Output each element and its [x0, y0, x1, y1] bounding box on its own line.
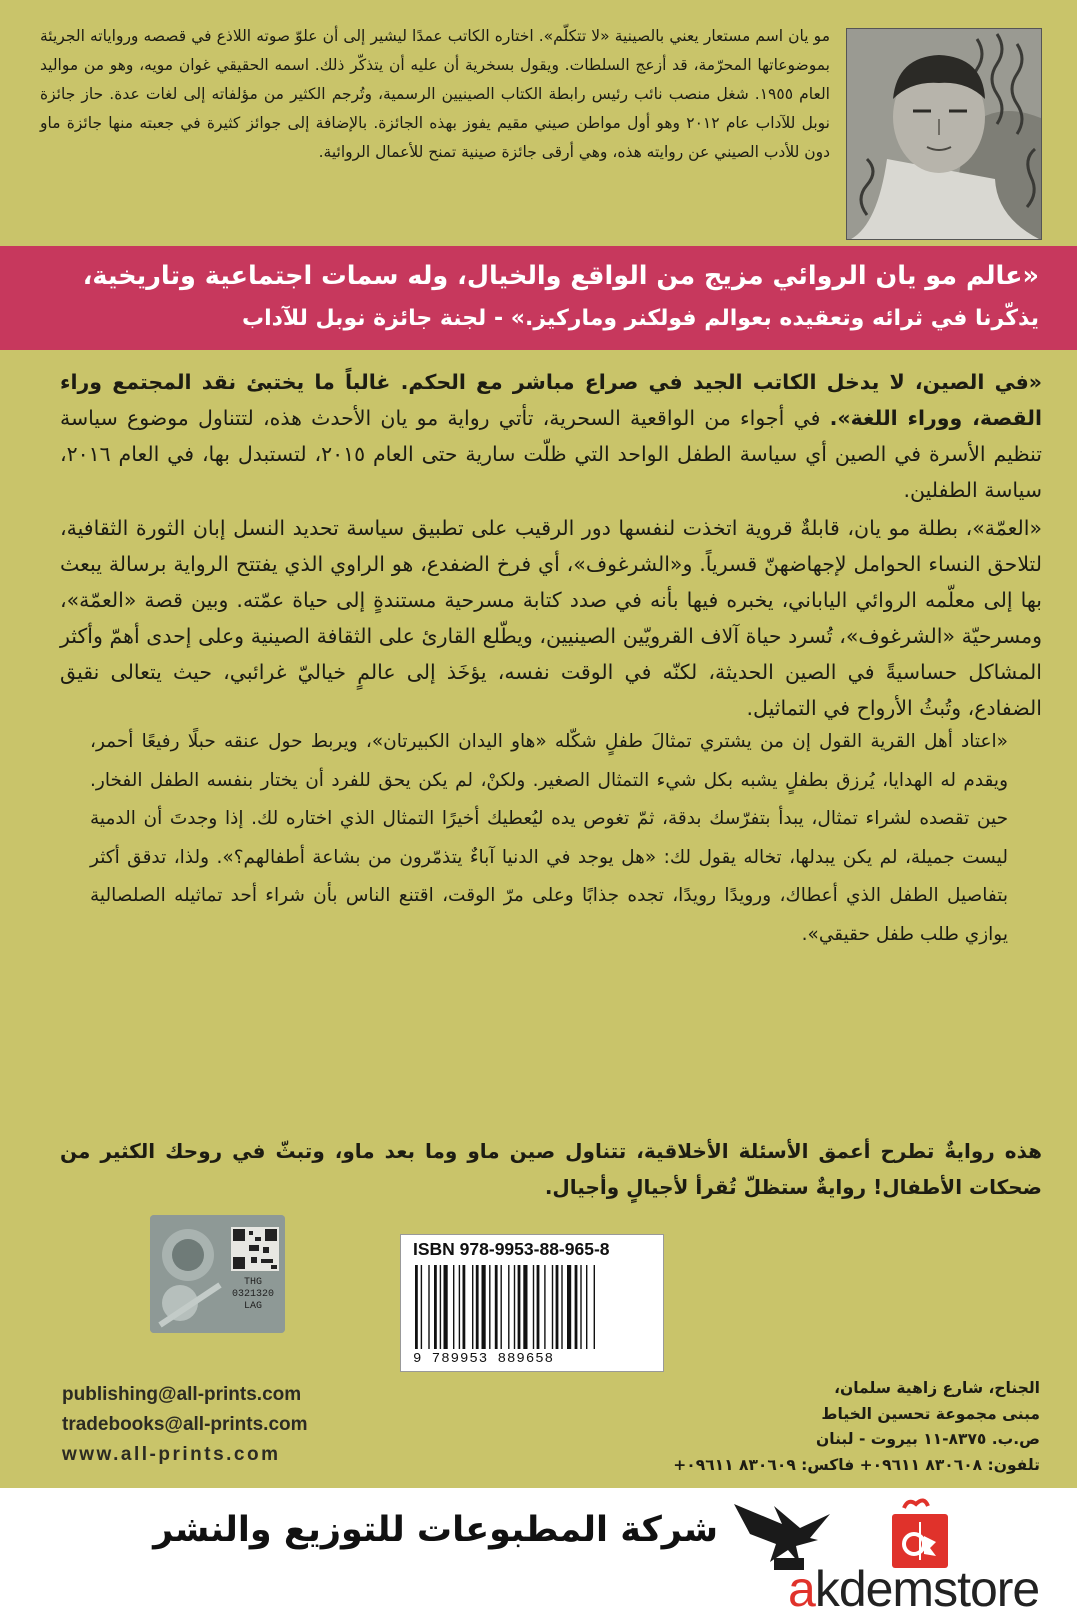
- isbn-barcode-block: [400, 1234, 664, 1372]
- hologram-sticker: [150, 1215, 285, 1333]
- email-tradebooks: tradebooks@all-prints.com: [62, 1414, 308, 1435]
- quote-line: «عالم مو يان الروائي مزيج من الواقع والخيال، وله سمات اجتماعية وتاريخية،: [82, 261, 1039, 291]
- website-address: www.all-prints.com: [62, 1444, 281, 1465]
- quote-attribution-line: يذكّرنا في ثرائه وتعقيده بعوالم فولكنر وماركيز.» - لجنة جائزة نوبل للآداب: [241, 306, 1039, 331]
- sticker-serial-code: THG 0321320 LAG: [231, 1277, 274, 1312]
- security-qr-code: [231, 1227, 279, 1271]
- address-line: مبنى مجموعة تحسين الخياط: [821, 1404, 1040, 1423]
- store-wordmark: akdemstore: [788, 1561, 1040, 1617]
- address-phone-fax: تلفون: ٨٣٠٦٠٨ ٠٩٦١١+ فاكس: ٨٣٠٦٠٩ ٠٩٦١١+: [673, 1455, 1040, 1474]
- publisher-contacts: [62, 1380, 308, 1470]
- publisher-name: شركة المطبوعات للتوزيع والنشر: [153, 1510, 718, 1550]
- synopsis-lead-quote: «في الصين، لا يدخل الكاتب الجيد في صراع مباشر مع الحكم. غالباً ما يختبئ نقد المجتمع وراء القصة، ووراء اللغة».: [60, 370, 1042, 430]
- barcode-digits: 9 789953 889658: [413, 1351, 555, 1367]
- author-photo: [846, 28, 1042, 240]
- book-synopsis: [60, 364, 1042, 728]
- address-line: الجناح، شارع زاهية سلمان،: [834, 1379, 1040, 1397]
- publisher-footer: [0, 1488, 1077, 1621]
- author-bio: مو يان اسم مستعار يعني بالصينية «لا تتكلّم». اختاره الكاتب عمدًا ليشير إلى أن علوّ صوته اللاذع في قصصه ورواياته الجريئة بموضوعاتها المحرّمة، قد أزعج السلطات. ويقول بسخرية أن عليه أن يتذكّر ذلك. اسمه الحقيقي غوان مويه، وهو من مواليد العام ١٩٥٥. شغل منصب نائب رئيس رابطة الكتاب الصينيين الرسمية، وتُرجم الكثير من مؤلفاته إلى لغات عدة. حاز جائزة نوبل للآداب عام ٢٠١٢ وهو أول مواطن صيني مقيم يفوز بهذه الجائزة. بالإضافة إلى جوائز كثيرة في جعبته منها جائزة ماو دون للأدب الصيني عن روايته هذه، وهي أرقى جائزة صينية تمنح للأعمال الروائية.: [40, 27, 830, 161]
- synopsis-text: في أجواء من الواقعية السحرية، تأتي رواية مو يان الأحدث هذه، لتتناول موضوع سياسة تنظيم الأسرة في الصين أي سياسة الطفل الواحد التي ظلّت سارية حتى العام ٢٠١٥، لتستبدل بها، في العام ٢٠١٦، سياسة الطفلين.: [60, 406, 1042, 502]
- synopsis-paragraph: «العمّة»، بطلة مو يان، قابلةٌ قروية اتخذت لنفسها دور الرقيب على تطبيق سياسة تحديد النسل إبان الثورة الثقافية، لتلاحق النساء الحوامل لإجهاضهنّ قسرياً. و«الشرغوف»، أي فرخ الضفدع، هو الراوي الذي يفتتح الرواية برسالة يبعث بها إلى معلّمه الروائي الياباني، يخبره فيها بأنه في صدد كتابة مسرحية مستندةٍ إلى حياة عمّته. وبين قصة «العمّة»، ومسرحيّة «الشرغوف»، تُسرد حياة آلاف القرويّين الصينيين، ويطّلع القارئ على الثقافة الصينية وعلى إحدى أهمّ وأكثر المشاكل حساسيةً في الصين الحديثة، لكنّه في الوقت نفسه، يؤخَذ إلى عالمٍ خياليّ غرائبي، حيث يتعالى نقيق الضفادع، وتُبثُ الأرواح في التماثيل.: [60, 516, 1042, 720]
- synopsis-paragraph: [60, 364, 1042, 508]
- novel-excerpt: «اعتاد أهل القرية القول إن من يشتري تمثالَ طفلٍ شكّله «هاو اليدان الكبيرتان»، ويربط حول عنقه حبلًا رفيعًا أحمر، ويقدم له الهدايا، يُرزق بطفلٍ يشبه بكل شيء التمثال الصغير. ولكنْ، لم يكن يحق للفرد أن يختار بنفسه الطفل الفخار. حين تقصده لشراء تمثال، يبدأ بتفرّسك بدقة، ثمّ تغوص يده ليُعطيك أخيرًا التمثال الذي اختاره لك. إذا وجدتَ أن الدمية ليست جميلة، لم يكن يبدلها، تخاله يقول لك: «هل يوجد في الدنيا آباءٌ يتذمّرون من بشاعة أطفالهم؟». ولذا، تدقق أكثر بتفاصيل الطفل الذي أعطاك، ورويدًا رويدًا، تجده جذابًا وعلى مرّ الوقت، اقتنع الناس بأن شراء أحد تماثيله الصلصالية يوازي طلب طفل حقيقي».: [90, 731, 1008, 945]
- publisher-address: [640, 1376, 1040, 1478]
- nobel-quote-banner: [0, 246, 1077, 350]
- email-publishing: publishing@all-prints.com: [62, 1384, 302, 1405]
- closing-statement: هذه روايةٌ تطرح أعمق الأسئلة الأخلاقية، تتناول صين ماو وما بعد ماو، وتبثّ في روحك الكثير من ضحكات الأطفال! روايةٌ ستظلّ تُقرأ لأجيالٍ وأجيال.: [60, 1139, 1042, 1199]
- isbn-label: ISBN 978-9953-88-965-8: [413, 1239, 610, 1259]
- address-line: ص.ب. ٨٣٧٥-١١ بيروت - لبنان: [816, 1430, 1040, 1448]
- barcode-icon: [413, 1265, 653, 1349]
